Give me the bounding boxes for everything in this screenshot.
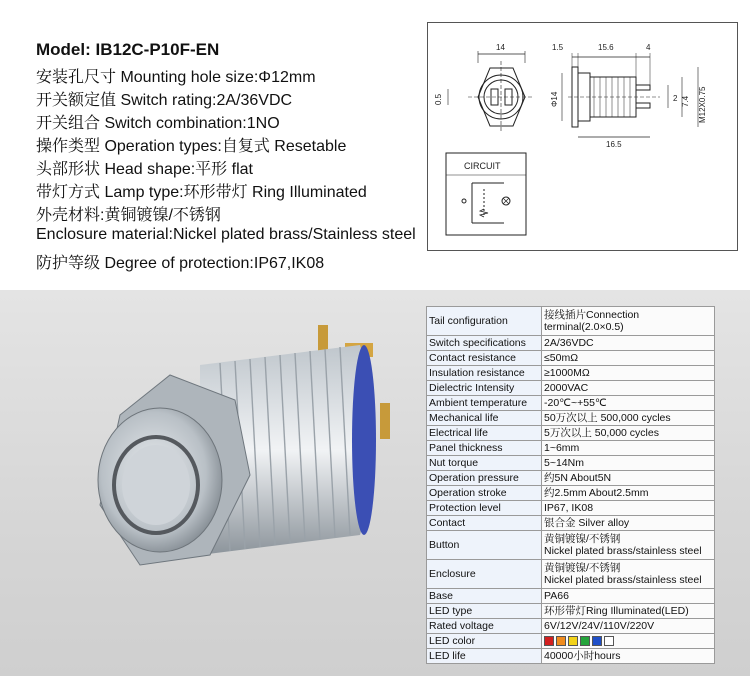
- row-value: 约5N About5N: [542, 471, 715, 486]
- row-label: Insulation resistance: [427, 365, 542, 380]
- led-color-swatch: [580, 636, 590, 646]
- spec-panel: [0, 0, 750, 290]
- row-value: 50万次以上 500,000 cycles: [542, 410, 715, 425]
- dim-16-5: 16.5: [606, 140, 622, 149]
- row-label: Contact resistance: [427, 350, 542, 365]
- led-color-swatch: [556, 636, 566, 646]
- table-row: [427, 440, 715, 455]
- row-label: Mechanical life: [427, 410, 542, 425]
- terminal-lower: [380, 403, 390, 439]
- side-view: [562, 53, 698, 137]
- blue-seal-ring: [352, 345, 376, 535]
- row-value: -20℃~+55℃: [542, 395, 715, 410]
- table-row: [427, 410, 715, 425]
- model-title: Model: IB12C-P10F-EN: [36, 40, 220, 59]
- row-value: 6V/12V/24V/110V/220V: [542, 618, 715, 633]
- circuit-label: CIRCUIT: [464, 161, 501, 171]
- row-label: Base: [427, 588, 542, 603]
- led-color-swatch: [544, 636, 554, 646]
- row-value: 环形带灯Ring Illuminated(LED): [542, 603, 715, 618]
- spec-enclosure-en: Enclosure material:Nickel plated brass/Stainless steel: [36, 226, 416, 243]
- table-row: [427, 350, 715, 365]
- table-row: [427, 501, 715, 516]
- table-row: [427, 588, 715, 603]
- row-label: Tail configuration: [427, 307, 542, 336]
- table-row: [427, 633, 715, 648]
- spec-mounting-hole: 安装孔尺寸 Mounting hole size:Φ12mm: [36, 69, 316, 86]
- table-row: [427, 559, 715, 588]
- table-row: [427, 618, 715, 633]
- row-value-en: Nickel plated brass/stainless steel: [544, 545, 702, 558]
- row-label: LED color: [427, 633, 542, 648]
- spec-switch-combo: 开关组合 Switch combination:1NO: [36, 115, 280, 132]
- table-row: [427, 516, 715, 531]
- actuator-center: [122, 445, 190, 525]
- row-value: 接线插片Connection terminal(2.0×0.5): [542, 307, 715, 336]
- table-row: [427, 365, 715, 380]
- dim-14: 14: [496, 43, 505, 52]
- table-row: [427, 456, 715, 471]
- row-value: [542, 633, 715, 648]
- table-row: [427, 486, 715, 501]
- row-value-cn: 黄铜镀镍/不锈钢: [544, 561, 621, 574]
- row-value: 银合金 Silver alloy: [542, 516, 715, 531]
- row-label: Electrical life: [427, 425, 542, 440]
- drawing-svg: [428, 23, 737, 250]
- row-value: 2000VAC: [542, 380, 715, 395]
- led-color-swatch: [592, 636, 602, 646]
- dim-phi14: Φ14: [550, 91, 559, 107]
- table-row: [427, 380, 715, 395]
- spec-lamp-type: 带灯方式 Lamp type:环形带灯 Ring Illuminated: [36, 184, 367, 201]
- row-value: [542, 531, 715, 560]
- table-row: [427, 335, 715, 350]
- row-label: LED type: [427, 603, 542, 618]
- table-row: [427, 531, 715, 560]
- spec-head-shape: 头部形状 Head shape:平形 flat: [36, 161, 253, 178]
- spec-operation-type: 操作类型 Operation types:自复式 Resetable: [36, 138, 347, 155]
- dim-1-5: 1.5: [552, 43, 564, 52]
- row-label: Dielectric Intensity: [427, 380, 542, 395]
- spec-enclosure-cn: 外壳材料:黄铜镀镍/不锈钢: [36, 207, 221, 224]
- spec-table: [426, 306, 715, 664]
- row-value: [542, 559, 715, 588]
- row-label: Ambient temperature: [427, 395, 542, 410]
- row-value: ≥1000MΩ: [542, 365, 715, 380]
- row-value: 2A/36VDC: [542, 335, 715, 350]
- row-label: LED life: [427, 648, 542, 663]
- row-label: Panel thickness: [427, 440, 542, 455]
- front-view: [448, 51, 534, 133]
- row-label: Enclosure: [427, 559, 542, 588]
- row-label: Rated voltage: [427, 618, 542, 633]
- dim-4: 4: [646, 43, 651, 52]
- table-row: [427, 425, 715, 440]
- row-value: ≤50mΩ: [542, 350, 715, 365]
- table-row: [427, 603, 715, 618]
- row-label: Operation pressure: [427, 471, 542, 486]
- led-color-swatch: [568, 636, 578, 646]
- row-value: 40000小时hours: [542, 648, 715, 663]
- dim-0-5: 0.5: [434, 93, 443, 105]
- row-label: Contact: [427, 516, 542, 531]
- dim-m12: M12X0.75: [698, 86, 707, 123]
- row-label: Operation stroke: [427, 486, 542, 501]
- row-value: IP67, IK08: [542, 501, 715, 516]
- spec-switch-rating: 开关额定值 Switch rating:2A/36VDC: [36, 92, 293, 109]
- table-row: [427, 471, 715, 486]
- row-value-en: Nickel plated brass/stainless steel: [544, 573, 702, 586]
- row-value: 约2.5mm About2.5mm: [542, 486, 715, 501]
- row-label: Protection level: [427, 501, 542, 516]
- row-value: 1~6mm: [542, 440, 715, 455]
- row-value: 5~14Nm: [542, 456, 715, 471]
- led-color-swatch: [604, 636, 614, 646]
- table-row: [427, 648, 715, 663]
- table-row: [427, 395, 715, 410]
- dim-7-4: 7.4: [681, 95, 690, 107]
- row-label: Switch specifications: [427, 335, 542, 350]
- row-value: PA66: [542, 588, 715, 603]
- table-row: [427, 307, 715, 336]
- dim-2: 2: [673, 94, 678, 103]
- row-value-cn: 黄铜镀镍/不锈钢: [544, 533, 621, 546]
- push-button-switch-photo: [60, 305, 440, 605]
- technical-drawing: [427, 22, 738, 251]
- dim-15-6: 15.6: [598, 43, 614, 52]
- row-label: Nut torque: [427, 456, 542, 471]
- spec-protection: 防护等级 Degree of protection:IP67,IK08: [36, 255, 325, 272]
- row-value: 5万次以上 50,000 cycles: [542, 425, 715, 440]
- row-label: Button: [427, 531, 542, 560]
